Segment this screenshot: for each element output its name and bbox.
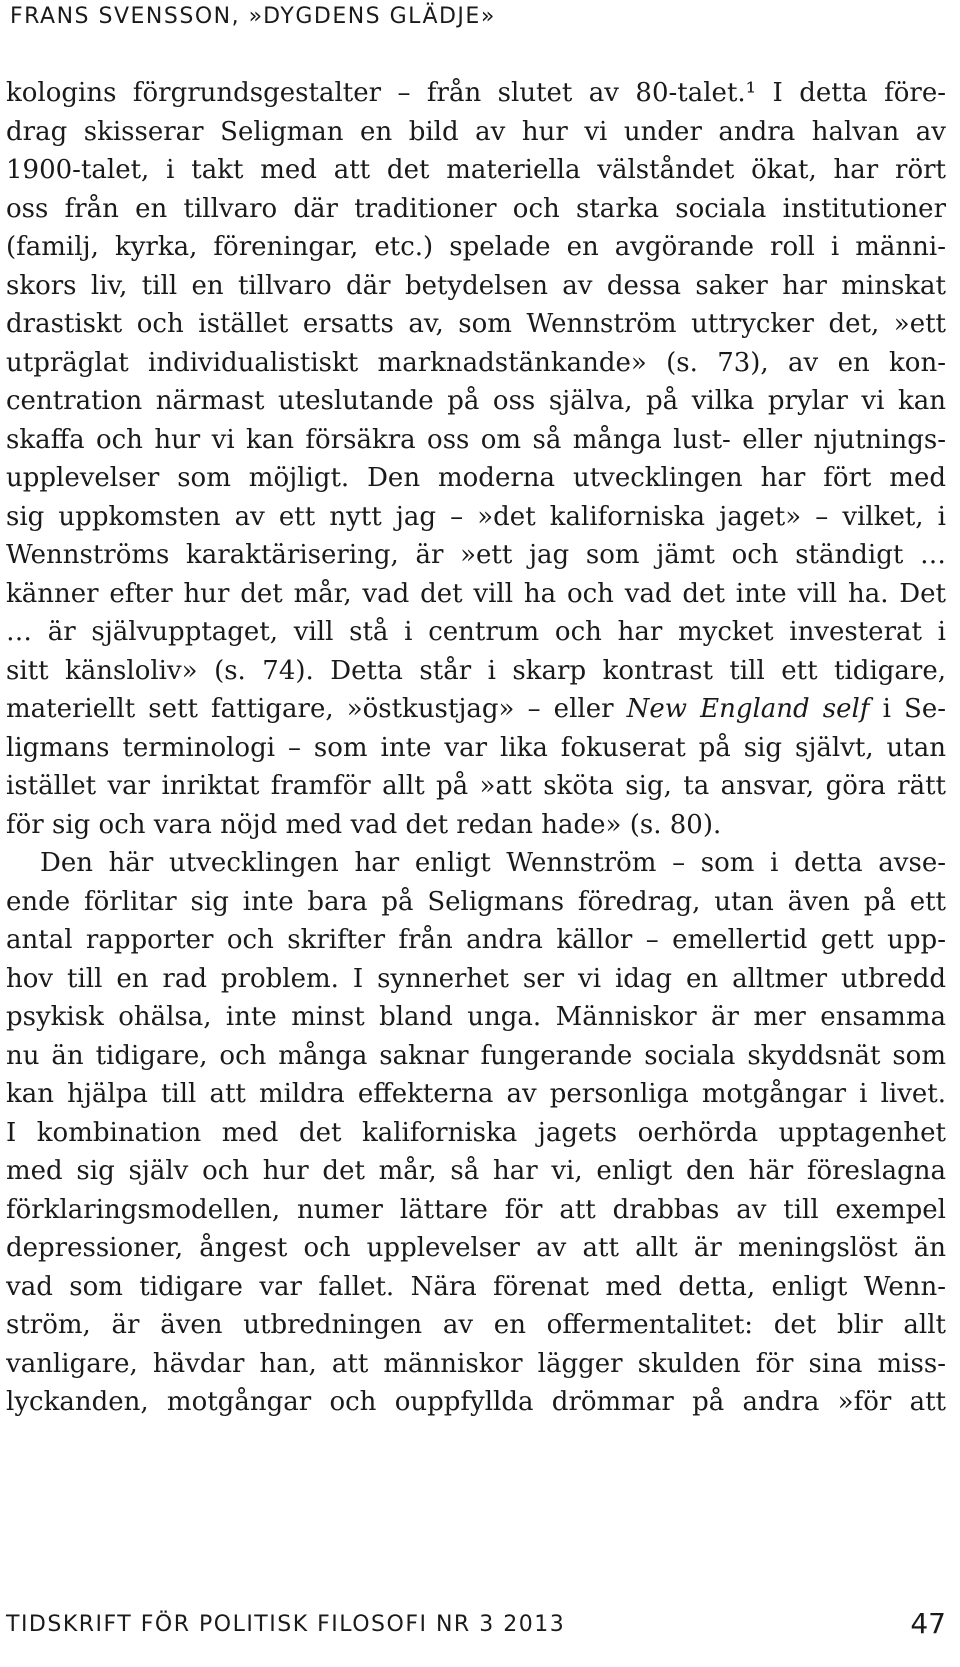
text-line: utpräglat individualistiskt marknadstänkande» (s. 73), av en kon- [6,347,946,378]
text-segment: i Se- [869,694,946,724]
text-line: I kombination med det kaliforniska jagets oerhörda upptagenhet [6,1117,946,1148]
text-line: lyckanden, motgångar och ouppfyllda drömmar på andra »för att [6,1387,946,1417]
text-line: … är självupptaget, vill stå i centrum och har mycket investerat i [6,617,946,647]
text-line: psykisk ohälsa, inte minst bland unga. Människor är mer ensamma [6,1002,946,1032]
text-line-with-italic [6,690,946,729]
italic-term: New England self [626,694,870,724]
body-text [6,74,946,1422]
text-line: med sig själv och hur det mår, så har vi, enligt den här föreslagna [6,1156,946,1186]
text-line: istället var inriktat framför allt på »att sköta sig, ta ansvar, göra rätt [6,771,946,801]
text-line: vad som tidigare var fallet. Nära förenat med detta, enligt Wenn- [6,1271,946,1302]
text-line: hov till en rad problem. I synnerhet ser vi idag en alltmer utbredd [6,963,946,994]
text-line: 1900-talet, i takt med att det materiella välståndet ökat, har rört [6,155,946,185]
text-line: ligmans terminologi – som inte var lika fokuserat på sig självt, utan [6,732,946,763]
text-line: oss från en tillvaro där traditioner och starka sociala institutioner [6,193,946,224]
text-line: drastiskt och istället ersatts av, som Wennström uttrycker det, »ett [6,309,946,339]
text-line: vanligare, hävdar han, att människor lägger skulden för sina miss- [6,1348,946,1379]
text-line: skaffa och hur vi kan försäkra oss om så många lust- eller njutnings- [6,424,946,455]
text-line: antal rapporter och skrifter från andra källor – emellertid gett upp- [6,925,946,955]
page-number: 47 [910,1607,946,1640]
journal-footer: TIDSKRIFT FÖR POLITISK FILOSOFI NR 3 2013 [6,1612,566,1637]
text-line: drag skisserar Seligman en bild av hur vi under andra halvan av [6,116,946,147]
text-line: sig uppkomsten av ett nytt jag – »det kaliforniska jaget» – vilket, i [6,501,946,532]
text-line: förklaringsmodellen, numer lättare för att drabbas av till exempel [6,1194,946,1225]
text-line: kologins förgrundsgestalter – från slutet av 80-talet.¹ I detta före- [6,78,946,108]
text-line: skors liv, till en tillvaro där betydelsen av dessa saker har minskat [6,270,946,301]
text-line: centration närmast uteslutande på oss själva, på vilka prylar vi kan [6,386,946,416]
running-head: FRANS SVENSSON, »DYGDENS GLÄDJE» [10,4,496,29]
text-line: sitt känsloliv» (s. 74). Detta står i skarp kontrast till ett tidigare, [6,655,946,686]
text-line: depressioner, ångest och upplevelser av att allt är meningslöst än [6,1233,946,1263]
text-segment: materiellt sett fattigare, »östkustjag» – eller [6,694,627,724]
text-line: ström, är även utbredningen av en offermentalitet: det blir allt [6,1310,946,1340]
text-line: upplevelser som möjligt. Den moderna utvecklingen har fört med [6,463,946,493]
text-line: ende förlitar sig inte bara på Seligmans föredrag, utan även på ett [6,886,946,917]
text-line: nu än tidigare, och många saknar fungerande sociala skyddsnät som [6,1040,946,1071]
text-line: Wennströms karaktärisering, är »ett jag som jämt och ständigt … [6,540,946,570]
text-line: (familj, kyrka, föreningar, etc.) spelade en avgörande roll i männi- [6,232,946,262]
text-line: för sig och vara nöjd med vad det redan hade» (s. 80). [6,809,722,840]
text-line: kan hjälpa till att mildra effekterna av personliga motgångar i livet. [6,1079,946,1109]
text-line: känner efter hur det mår, vad det vill ha och vad det inte vill ha. Det [6,578,946,609]
text-line: Den här utvecklingen har enligt Wennström – som i detta avse- [40,848,946,878]
